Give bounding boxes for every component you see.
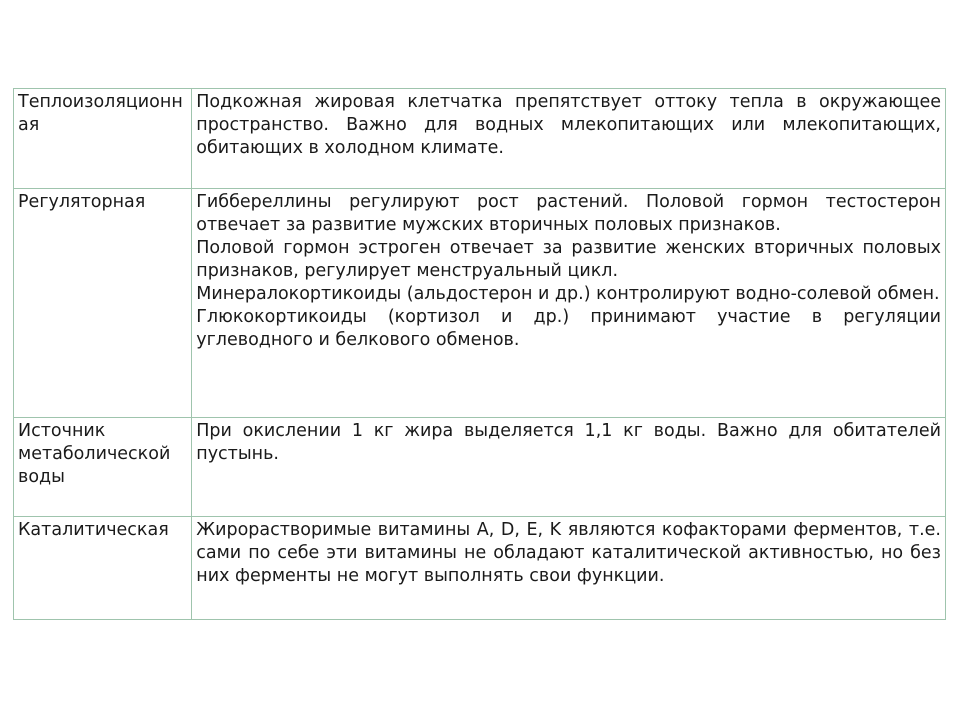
function-description-cell xyxy=(192,189,946,418)
function-description-cell xyxy=(192,517,946,620)
function-name-cell: Каталитическая xyxy=(14,517,192,620)
function-name-cell: Теплоизоляционная xyxy=(14,89,192,189)
function-description-cell xyxy=(192,89,946,189)
description-paragraph: Минералокортикоиды (альдостерон и др.) контролируют водно-солевой обмен. xyxy=(196,284,940,304)
description-paragraph: Подкожная жировая клетчатка препятствует оттоку тепла в окружающее пространство. Важно для водных млекопитающих или млекопитающих, обитающих в холодном климате. xyxy=(196,92,941,158)
table-row-metabolic-water xyxy=(14,418,946,517)
description-paragraph: При окислении 1 кг жира выделяется 1,1 кг воды. Важно для обитателей пустынь. xyxy=(196,421,941,464)
function-name-cell: Регуляторная xyxy=(14,189,192,418)
description-paragraph: Гиббереллины регулируют рост растений. Половой гормон тестостерон отвечает за развитие мужских вторичных половых признаков. xyxy=(196,192,941,235)
description-paragraph: Глюкокортикоиды (кортизол и др.) принимают участие в регуляции углеводного и белкового обменов. xyxy=(196,307,941,350)
description-paragraph: Жирорастворимые витамины А, D, E, K являются кофакторами ферментов, т.е. сами по себе эти витамины не обладают каталитической активностью, но без них ферменты не могут выполнять свои функции. xyxy=(196,520,941,586)
function-name-cell: Источник метаболической воды xyxy=(14,418,192,517)
table-row-catalytic xyxy=(14,517,946,620)
table-row-regulatory xyxy=(14,189,946,418)
lipid-functions-table xyxy=(13,88,946,620)
function-description-cell xyxy=(192,418,946,517)
table-row-thermal-insulation xyxy=(14,89,946,189)
description-paragraph: Половой гормон эстроген отвечает за развитие женских вторичных половых признаков, регулирует менструальный цикл. xyxy=(196,238,941,281)
